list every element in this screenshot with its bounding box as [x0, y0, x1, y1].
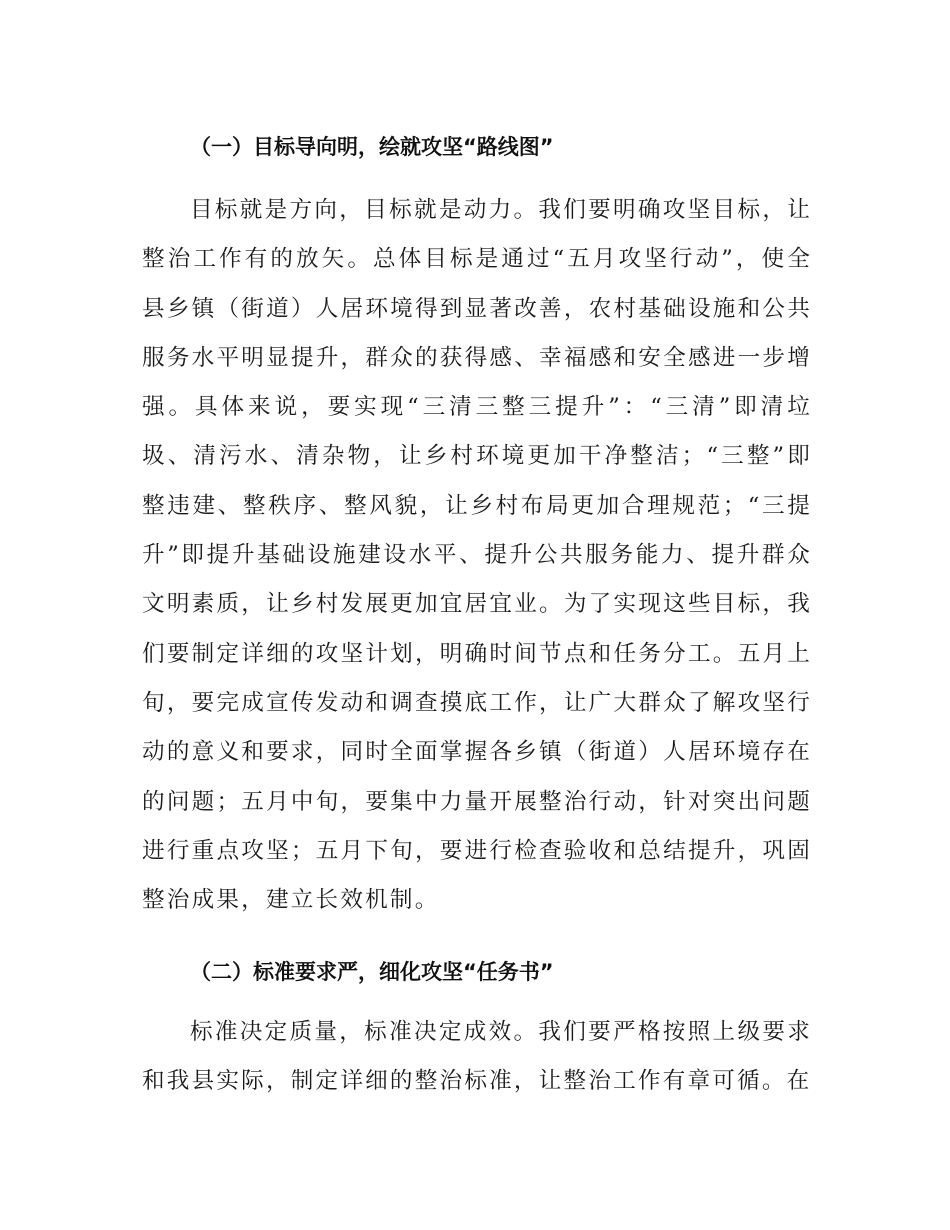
section-heading-1: （一）目标导向明，绘就攻坚“路线图”	[190, 135, 554, 159]
section-paragraph-1: 目标就是方向，目标就是动力。我们要明确攻坚目标，让整治工作有的放矢。总体目标是通过“五月攻坚行动”，使全县乡镇（街道）人居环境得到显著改善，农村基础设施和公共服务水平明显提升，群众的获得感、幸福感和安全感进一步增强。具体来说，要实现“三清三整三提升”：“三清”即清垃圾、清污水、清杂物，让乡村环境更加干净整洁；“三整”即整违建、整秩序、整风貌，让乡村布局更加合理规范；“三提升”即提升基础设施建设水平、提升公共服务能力、提升群众文明素质，让乡村发展更加宜居宜业。为了实现这些目标，我们要制定详细的攻坚计划，明确时间节点和任务分工。五月上旬，要完成宣传发动和调查摸底工作，让广大群众了解攻坚行动的意义和要求，同时全面掌握各乡镇（街道）人居环境存在的问题；五月中旬，要集中力量开展整治行动，针对突出问题进行重点攻坚；五月下旬，要进行检查验收和总结提升，巩固整治成果，建立长效机制。	[142, 197, 812, 914]
section-paragraph-2: 标准决定质量，标准决定成效。我们要严格按照上级要求和我县实际，制定详细的整治标准，让整治工作有章可循。在	[142, 1019, 812, 1095]
section-heading-2: （二）标准要求严，细化攻坚“任务书”	[190, 960, 554, 984]
